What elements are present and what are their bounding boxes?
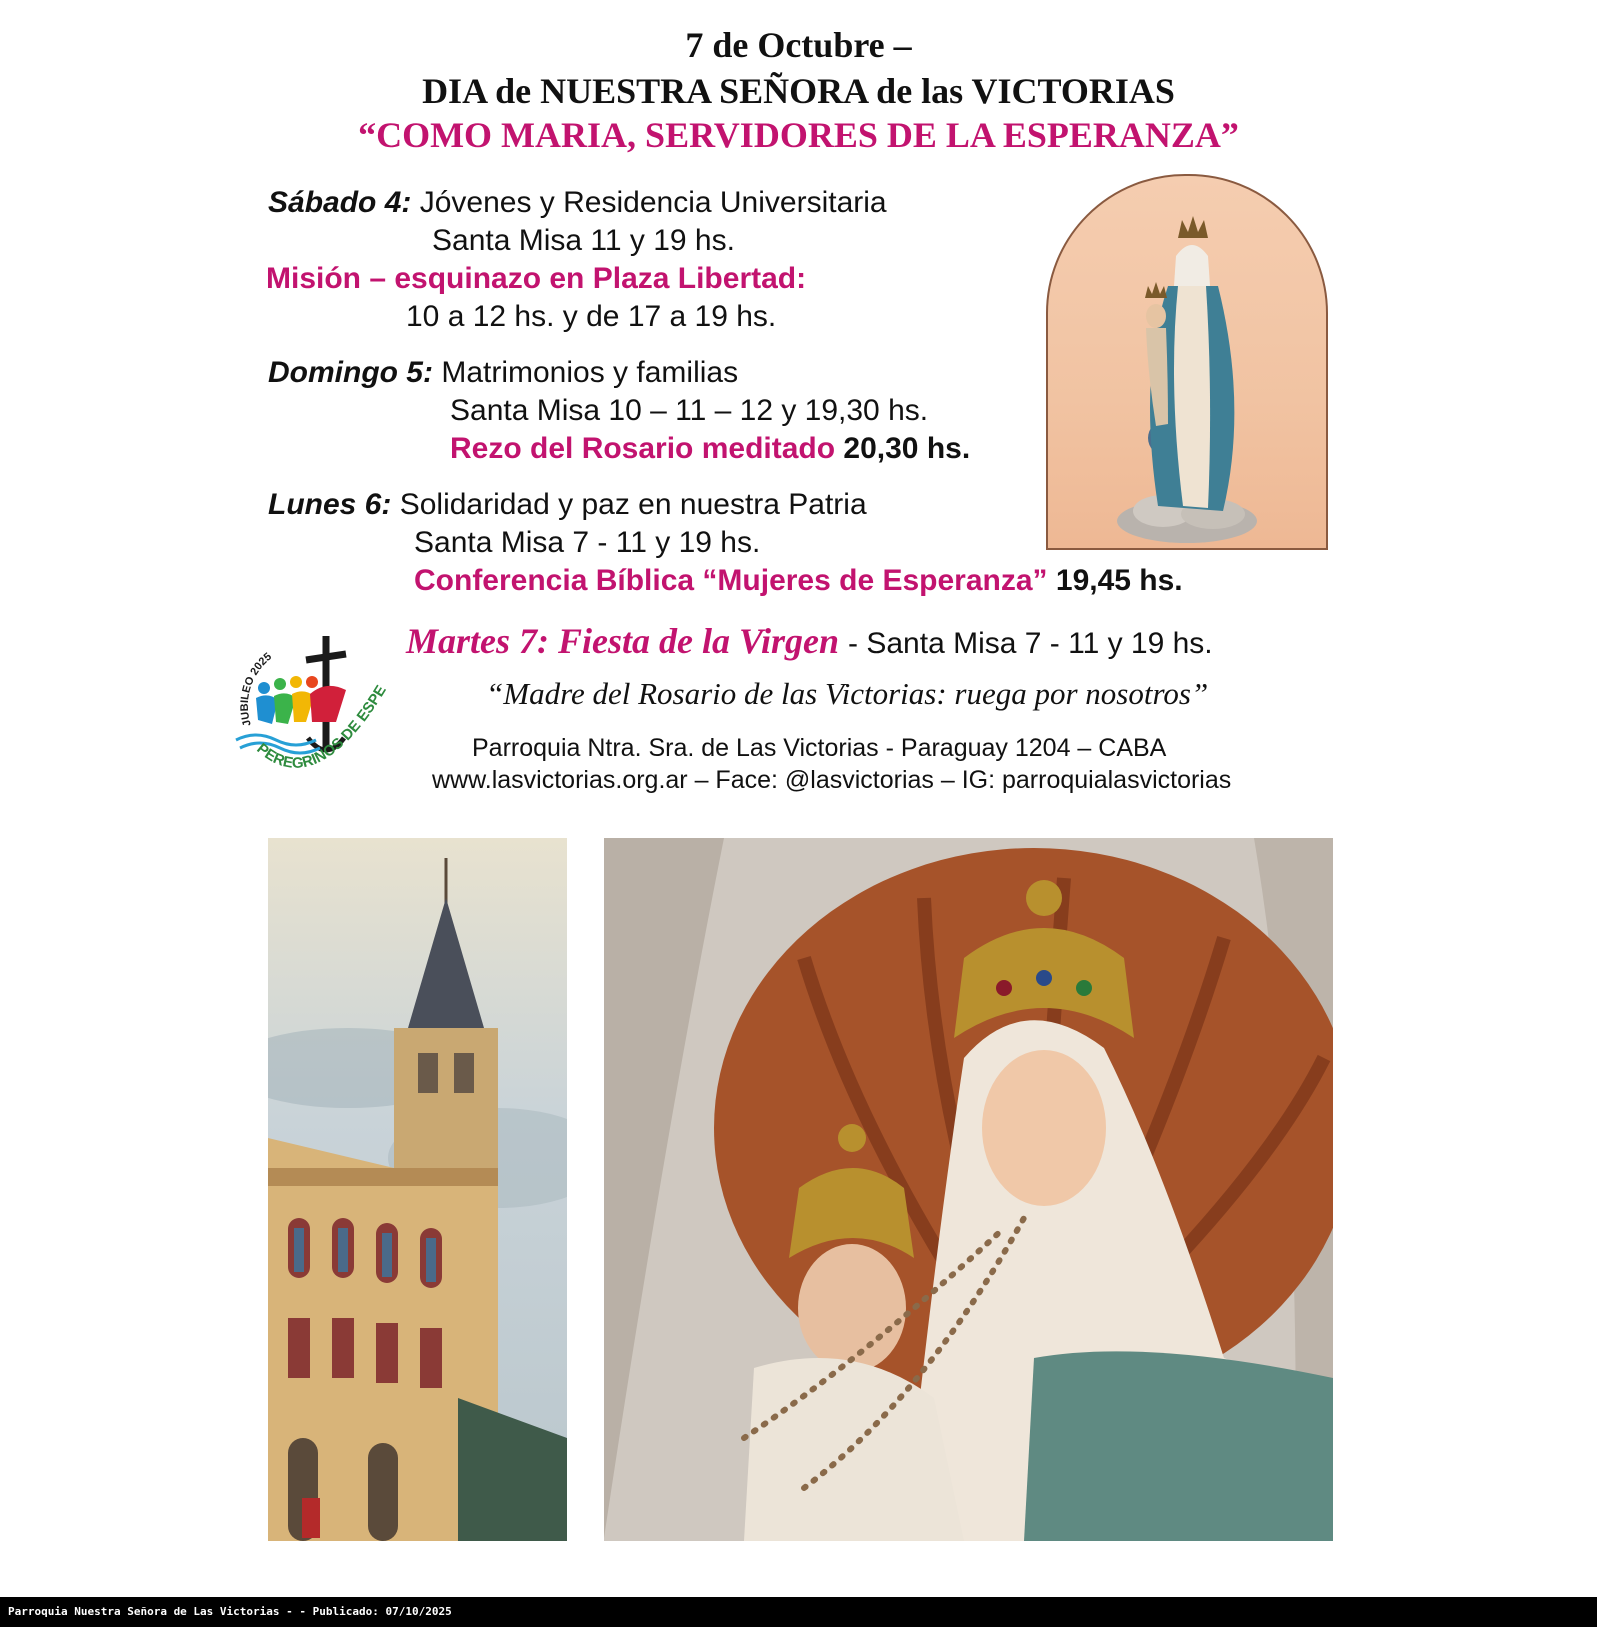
martes-row	[406, 620, 1213, 662]
lunes-row	[268, 488, 867, 522]
footer-text: Parroquia Nuestra Señora de Las Victorias - - Publicado: 07/10/2025	[8, 1605, 452, 1618]
virgin-closeup-image	[604, 838, 1333, 1541]
domingo-row	[268, 356, 738, 390]
logo-bottom-text: PEREGRINOS DE ESPE	[253, 682, 390, 772]
domingo-rezo: Rezo del Rosario meditado	[450, 432, 836, 465]
lunes-conferencia-time: 19,45 hs.	[1055, 564, 1183, 597]
sabado-theme: Jóvenes y Residencia Universitaria	[419, 186, 887, 219]
lunes-conferencia: Conferencia Bíblica “Mujeres de Esperanza”	[414, 564, 1048, 597]
martes-misa: - Santa Misa 7 - 11 y 19 hs.	[848, 627, 1213, 660]
jubileo-logo	[226, 630, 406, 790]
virgin-closeup-illustration	[604, 838, 1333, 1541]
lunes-conferencia-row	[414, 564, 1183, 598]
martes-fiesta: Martes 7: Fiesta de la Virgen	[406, 621, 840, 661]
logo-top-text: JUBILEO 2025	[238, 650, 275, 728]
title-feast: DIA de NUESTRA SEÑORA de las VICTORIAS	[422, 71, 1175, 111]
domingo-rezo-time: 20,30 hs.	[843, 432, 971, 465]
lunes-theme: Solidaridad y paz en nuestra Patria	[399, 488, 867, 521]
sabado-row	[268, 186, 887, 220]
church-watercolor-image	[268, 838, 567, 1541]
domingo-misa: Santa Misa 10 – 11 – 12 y 19,30 hs.	[450, 394, 929, 427]
domingo-rezo-row	[450, 432, 970, 466]
domingo-theme: Matrimonios y familias	[441, 356, 739, 389]
sabado-day: Sábado 4:	[268, 186, 412, 219]
parish-address: Parroquia Ntra. Sra. de Las Victorias - Paraguay 1204 – CABA	[472, 734, 1167, 762]
virgin-statue-illustration	[1048, 176, 1326, 548]
title-date: 7 de Octubre –	[685, 25, 912, 65]
jubileo-logo-mark	[226, 630, 406, 790]
lunes-day: Lunes 6:	[268, 488, 392, 521]
sabado-mision: Misión – esquinazo en Plaza Libertad:	[266, 262, 807, 295]
footer-bar	[0, 1597, 1597, 1627]
sabado-misa: Santa Misa 11 y 19 hs.	[432, 224, 735, 257]
title-motto: “COMO MARIA, SERVIDORES DE LA ESPERANZA”	[358, 115, 1239, 155]
sabado-mision-hours: 10 a 12 hs. y de 17 a 19 hs.	[406, 300, 777, 333]
parish-links: www.lasvictorias.org.ar – Face: @lasvictorias – IG: parroquialasvictorias	[432, 766, 1232, 794]
virgin-statue-image	[1046, 174, 1328, 550]
domingo-day: Domingo 5:	[268, 356, 433, 389]
church-illustration	[268, 838, 567, 1541]
prayer-quote: “Madre del Rosario de las Victorias: ruega por nosotros”	[486, 676, 1209, 711]
lunes-misa: Santa Misa 7 - 11 y 19 hs.	[414, 526, 761, 559]
